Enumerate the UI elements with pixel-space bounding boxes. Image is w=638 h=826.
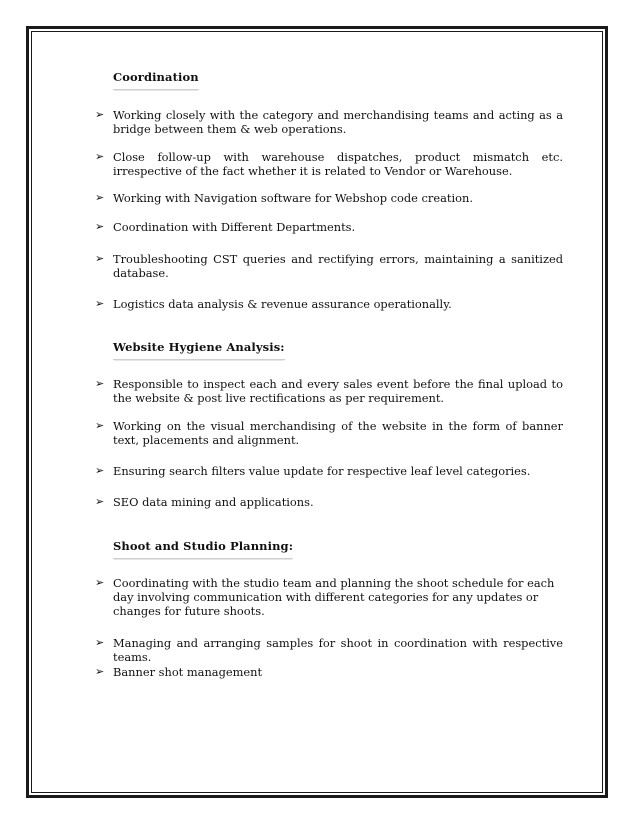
section-heading-shoot-studio: Shoot and Studio Planning: xyxy=(113,539,293,559)
list-item-text: Coordinating with the studio team and planning the shoot schedule for each day involving communication with different categories for any updates or changes for future shoots. xyxy=(113,576,555,618)
list-item-text: Managing and arranging samples for shoot in coordination with respective teams. xyxy=(113,636,563,664)
arrowhead-bullet-icon: ➢ xyxy=(95,665,105,678)
list-item xyxy=(95,377,563,405)
section-heading-coordination: Coordination xyxy=(113,70,199,90)
list-item xyxy=(95,464,563,478)
list-item-text: Responsible to inspect each and every sales event before the final upload to the website & post live rectifications as per requirement. xyxy=(113,377,563,405)
list-item-text: Coordination with Different Departments. xyxy=(113,220,356,234)
list-item-text: Ensuring search filters value update for respective leaf level categories. xyxy=(113,464,531,478)
arrowhead-bullet-icon: ➢ xyxy=(95,464,105,477)
list-item-text: Working closely with the category and merchandising teams and acting as a bridge between them & web operations. xyxy=(113,108,563,136)
list-item xyxy=(95,150,563,178)
arrowhead-bullet-icon: ➢ xyxy=(95,636,105,649)
list-item-text: Working with Navigation software for Webshop code creation. xyxy=(113,191,473,205)
list-item xyxy=(95,576,563,618)
list-item xyxy=(95,220,563,234)
arrowhead-bullet-icon: ➢ xyxy=(95,108,105,121)
list-item xyxy=(95,252,563,280)
list-item xyxy=(95,636,563,664)
list-item-text: Logistics data analysis & revenue assurance operationally. xyxy=(113,297,452,311)
arrowhead-bullet-icon: ➢ xyxy=(95,297,105,310)
arrowhead-bullet-icon: ➢ xyxy=(95,495,105,508)
list-item-text: Working on the visual merchandising of the website in the form of banner text, placements and alignment. xyxy=(113,419,563,447)
arrowhead-bullet-icon: ➢ xyxy=(95,220,105,233)
arrowhead-bullet-icon: ➢ xyxy=(95,252,105,265)
arrowhead-bullet-icon: ➢ xyxy=(95,377,105,390)
list-item xyxy=(95,495,563,509)
arrowhead-bullet-icon: ➢ xyxy=(95,150,105,163)
arrowhead-bullet-icon: ➢ xyxy=(95,419,105,432)
list-item xyxy=(95,665,563,679)
list-item xyxy=(95,297,563,311)
list-item xyxy=(95,191,563,205)
arrowhead-bullet-icon: ➢ xyxy=(95,191,105,204)
list-item xyxy=(95,108,563,136)
list-item-text: Troubleshooting CST queries and rectifying errors, maintaining a sanitized database. xyxy=(113,252,563,280)
section-heading-website-hygiene: Website Hygiene Analysis: xyxy=(113,340,285,360)
list-item-text: SEO data mining and applications. xyxy=(113,495,314,509)
list-item xyxy=(95,419,563,447)
arrowhead-bullet-icon: ➢ xyxy=(95,576,105,589)
list-item-text: Close follow-up with warehouse dispatches, product mismatch etc. irrespective of the fact whether it is related to Vendor or Warehouse. xyxy=(113,150,563,178)
list-item-text: Banner shot management xyxy=(113,665,263,679)
